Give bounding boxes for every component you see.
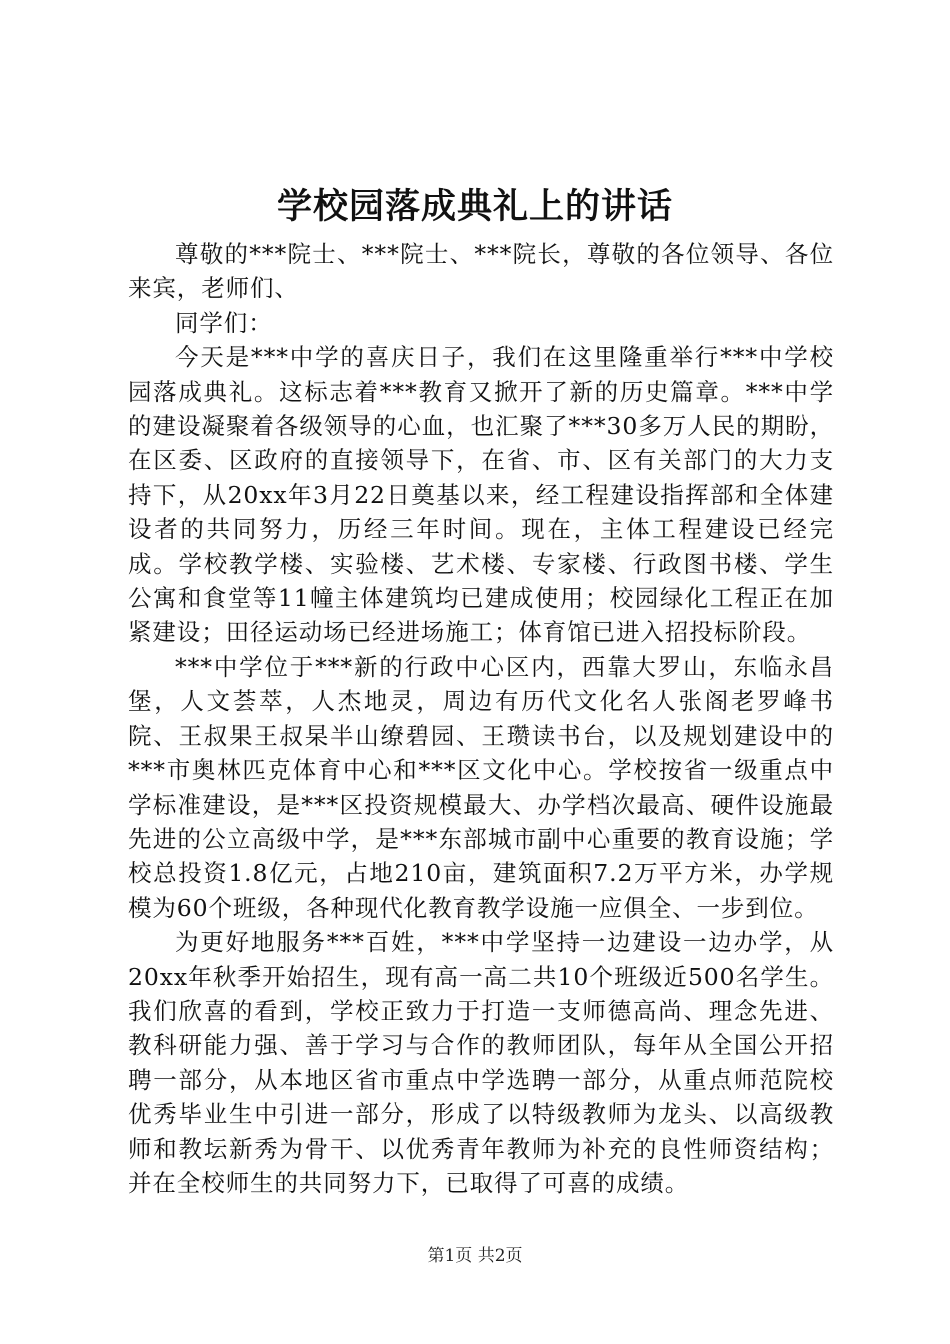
paragraph-school-location: ***中学位于***新的行政中心区内，西靠大罗山，东临永昌堡，人文荟萃，人杰地灵，周边有历代文化名人张阁老罗峰书院、王叔果王叔杲半山缭碧园、王瓒读书台，以及规划建设中的***市奥林匹克体育中心和***区文化中心。学校按省一级重点中学标准建设，是***区投资规模最大、办学档次最高、硬件设施最先进的公立高级中学，是***东部城市副中心重要的教育设施；学校总投资1.8亿元，占地210亩，建筑面积7.2万平方米，办学规模为60个班级，各种现代化教育教学设施一应俱全、一步到位。 xyxy=(128,652,834,922)
document-body xyxy=(128,237,834,1200)
paragraph-ceremony: 今天是***中学的喜庆日子，我们在这里隆重举行***中学校园落成典礼。这标志着***教育又掀开了新的历史篇章。***中学的建设凝聚着各级领导的心血，也汇聚了***30多万人民的期盼，在区委、区政府的直接领导下，在省、市、区有关部门的大力支持下，从20xx年3月22日奠基以来，经工程建设指挥部和全体建设者的共同努力，历经三年时间。现在，主体工程建设已经完成。学校教学楼、实验楼、艺术楼、专家楼、行政图书楼、学生公寓和食堂等11幢主体建筑均已建成使用；校园绿化工程正在加紧建设；田径运动场已经进场施工；体育馆已进入招投标阶段。 xyxy=(128,343,834,647)
paragraph-salutation-students: 同学们： xyxy=(175,308,273,337)
paragraph-salutation: 尊敬的***院士、***院士、***院长，尊敬的各位领导、各位来宾，老师们、 xyxy=(128,240,834,303)
page-number-footer: 第1页 共2页 xyxy=(427,1246,523,1266)
paragraph-school-service: 为更好地服务***百姓，***中学坚持一边建设一边办学，从20xx年秋季开始招生，现有高一高二共10个班级近500名学生。我们欣喜的看到，学校正致力于打造一支师德高尚、理念先进、教科研能力强、善于学习与合作的教师团队，每年从全国公开招聘一部分，从本地区省市重点中学选聘一部分，从重点师范院校优秀毕业生中引进一部分，形成了以特级教师为龙头、以高级教师和教坛新秀为骨干、以优秀青年教师为补充的良性师资结构；并在全校师生的共同努力下，已取得了可喜的成绩。 xyxy=(128,928,834,1197)
document-title: 学校园落成典礼上的讲话 xyxy=(276,186,673,227)
